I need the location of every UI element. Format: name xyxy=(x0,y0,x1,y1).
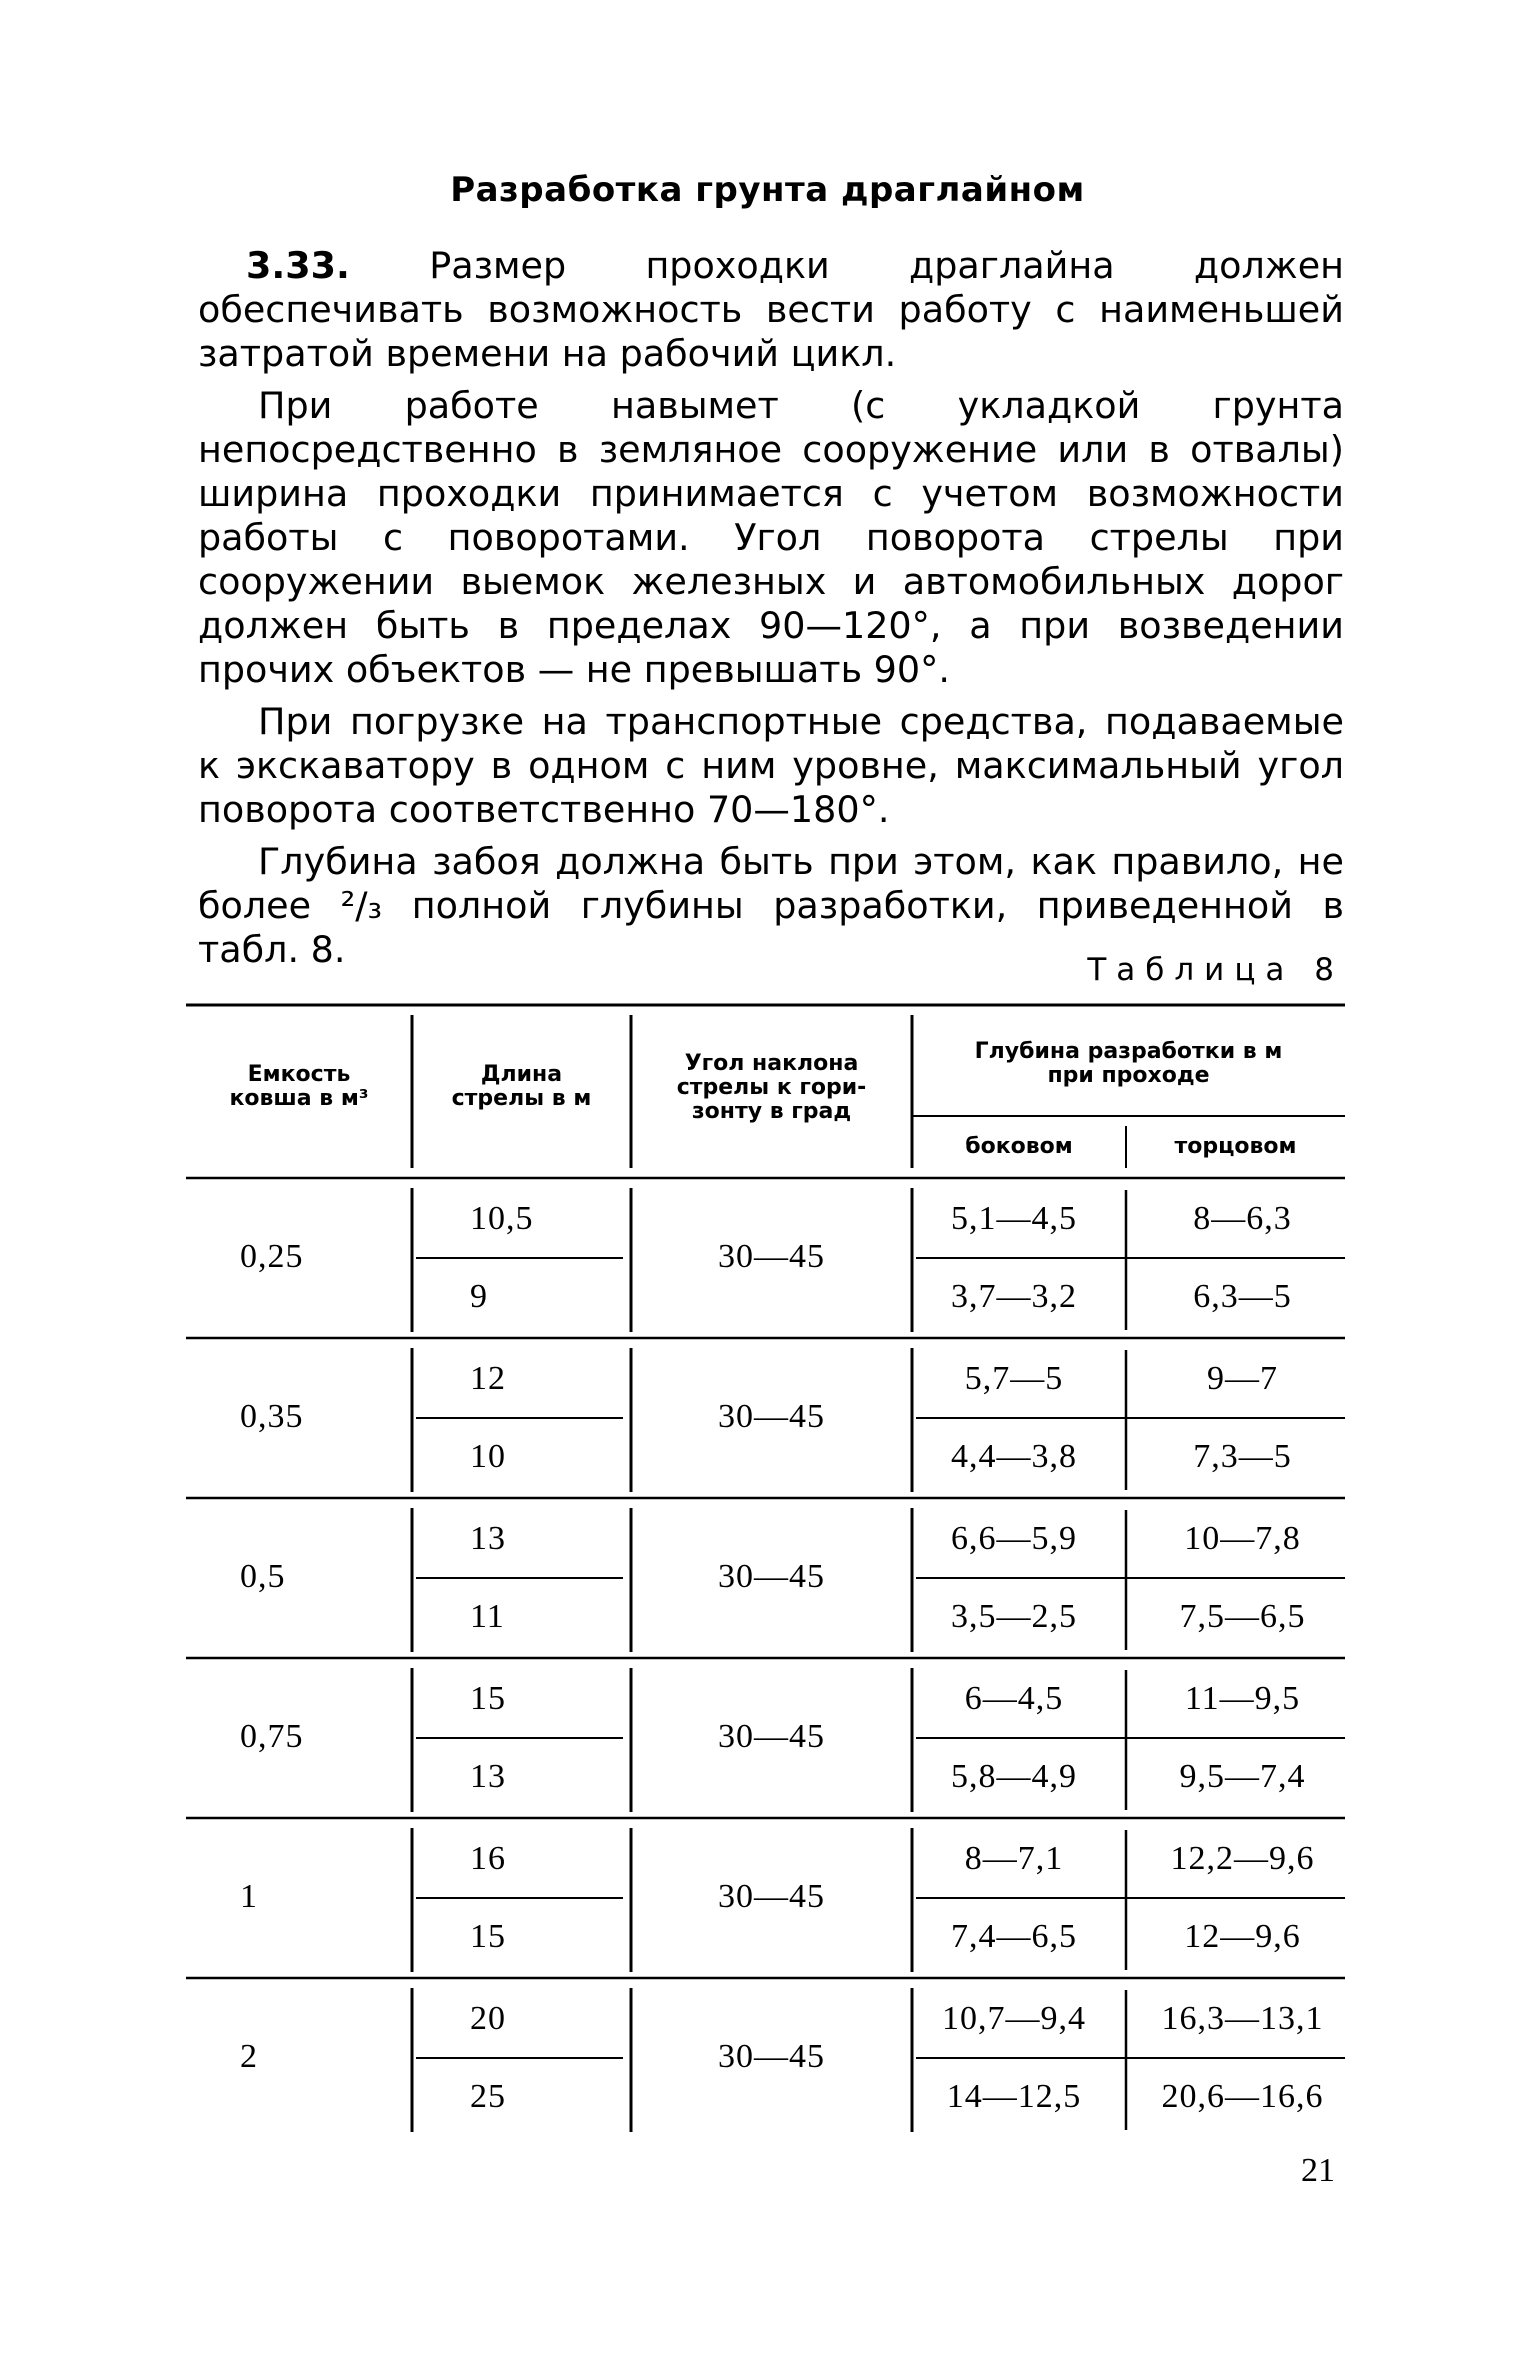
side-depth-cell: 3,5—2,5 xyxy=(951,1598,1077,1635)
capacity-cell: 0,5 xyxy=(240,1558,286,1595)
boom-length-cell: 15 xyxy=(470,1680,506,1717)
capacity-cell: 2 xyxy=(240,2038,258,2075)
angle-cell: 30—45 xyxy=(718,2038,825,2075)
boom-length-cell: 13 xyxy=(470,1758,506,1795)
side-depth-cell: 6—4,5 xyxy=(964,1680,1064,1717)
boom-length-cell: 15 xyxy=(470,1918,506,1955)
capacity-cell: 0,25 xyxy=(240,1238,304,1275)
header-text: Глубина разработки в м xyxy=(974,1039,1283,1064)
end-depth-cell: 9—7 xyxy=(1207,1360,1278,1397)
header-text: стрелы к гори- xyxy=(676,1075,867,1100)
end-depth-cell: 12—9,6 xyxy=(1184,1918,1301,1955)
boom-length-cell: 10 xyxy=(470,1438,506,1475)
end-depth-cell: 16,3—13,1 xyxy=(1161,2000,1324,2037)
boom-length-cell: 10,5 xyxy=(470,1200,534,1237)
header-text: при проходе xyxy=(1047,1063,1210,1088)
end-depth-cell: 9,5—7,4 xyxy=(1179,1758,1306,1795)
paragraph: При работе навымет (с укладкой грунта непосредственно в земляное сооружение или в отвалы) ширина проходки принимается с учетом возможности работы с поворотами. Угол поворота стрелы при сооружении выемок железных и автомобильных дорог должен быть в пределах 90—120°, а при возведении прочих объектов — не превышать 90°. xyxy=(198,384,1344,691)
section-heading: Разработка грунта драглайном xyxy=(450,170,1085,210)
angle-cell: 30—45 xyxy=(718,1878,825,1915)
capacity-cell: 0,35 xyxy=(240,1398,304,1435)
boom-length-cell: 13 xyxy=(470,1520,506,1557)
side-depth-cell: 5,8—4,9 xyxy=(951,1758,1077,1795)
side-depth-cell: 6,6—5,9 xyxy=(951,1520,1077,1557)
paragraph: При погрузке на транспортные средства, подаваемые к экскаватору в одном с ним уровне, максимальный угол поворота соответственно 70—180°. xyxy=(198,700,1344,831)
boom-length-cell: 16 xyxy=(470,1840,506,1877)
angle-cell: 30—45 xyxy=(718,1398,825,1435)
end-depth-cell: 20,6—16,6 xyxy=(1161,2078,1324,2115)
header-capacity xyxy=(186,1063,412,1111)
end-depth-cell: 6,3—5 xyxy=(1193,1278,1292,1315)
boom-length-cell: 25 xyxy=(470,2078,506,2115)
boom-length-cell: 11 xyxy=(470,1598,505,1635)
header-end: торцовом xyxy=(1174,1134,1297,1159)
capacity-cell: 0,75 xyxy=(240,1718,304,1755)
end-depth-cell: 12,2—9,6 xyxy=(1170,1840,1315,1877)
header-angle xyxy=(631,1052,912,1124)
capacity-cell: 1 xyxy=(240,1878,258,1915)
end-depth-cell: 7,3—5 xyxy=(1193,1438,1292,1475)
side-depth-cell: 5,7—5 xyxy=(964,1360,1064,1397)
header-side: боковом xyxy=(965,1134,1073,1159)
angle-cell: 30—45 xyxy=(718,1238,825,1275)
side-depth-cell: 4,4—3,8 xyxy=(951,1438,1077,1475)
header-text: Емкость xyxy=(247,1062,351,1087)
side-depth-cell: 10,7—9,4 xyxy=(942,2000,1086,2037)
side-depth-cell: 3,7—3,2 xyxy=(951,1278,1077,1315)
paragraph-text: Размер проходки драглайна должен обеспечивать возможность вести работу с наименьшей затратой времени на рабочий цикл. xyxy=(198,244,1345,375)
paragraph-number: 3.33. xyxy=(246,244,350,287)
page-number: 21 xyxy=(1301,2152,1335,2189)
header-boom-length xyxy=(412,1063,631,1111)
header-text: зонту в град xyxy=(691,1099,852,1124)
angle-cell: 30—45 xyxy=(718,1718,825,1755)
paragraph: Глубина забоя должна быть при этом, как правило, не более ²/₃ полной глубины разработки, приведенной в табл. 8. xyxy=(198,840,1344,971)
header-text: Длина xyxy=(480,1062,563,1087)
header-depth xyxy=(912,1040,1345,1088)
end-depth-cell: 10—7,8 xyxy=(1184,1520,1301,1557)
angle-cell: 30—45 xyxy=(718,1558,825,1595)
table-caption: Таблица 8 xyxy=(1087,952,1344,988)
end-depth-cell: 11—9,5 xyxy=(1184,1680,1301,1717)
end-depth-cell: 7,5—6,5 xyxy=(1179,1598,1306,1635)
side-depth-cell: 5,1—4,5 xyxy=(951,1200,1077,1237)
side-depth-cell: 8—7,1 xyxy=(964,1840,1064,1877)
boom-length-cell: 12 xyxy=(470,1360,506,1397)
end-depth-cell: 8—6,3 xyxy=(1193,1200,1292,1237)
boom-length-cell: 9 xyxy=(470,1278,488,1315)
boom-length-cell: 20 xyxy=(470,2000,506,2037)
side-depth-cell: 14—12,5 xyxy=(946,2078,1082,2115)
header-text: стрелы в м xyxy=(451,1086,592,1111)
header-text: Угол наклона xyxy=(684,1051,859,1076)
header-text: ковша в м³ xyxy=(229,1086,369,1111)
side-depth-cell: 7,4—6,5 xyxy=(951,1918,1077,1955)
